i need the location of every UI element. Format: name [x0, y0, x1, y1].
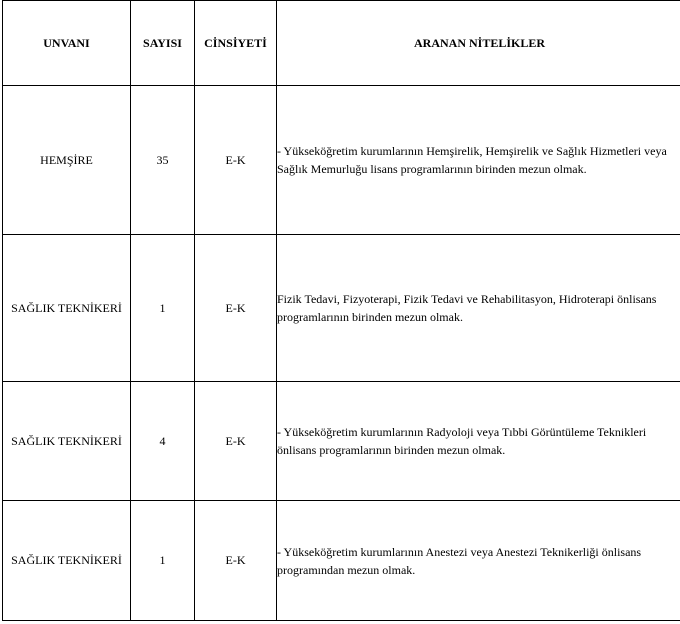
table-row — [3, 86, 680, 235]
row-qualifications: - Yükseköğretim kurumlarının Hemşirelik, Hemşirelik ve Sağlık Hizmetleri veya Sağlık Memurluğu lisans programlarının birinden mezun olmak. — [277, 86, 680, 235]
header-row — [3, 1, 680, 86]
header-gender: CİNSİYETİ — [195, 1, 277, 86]
row-gender: E-K — [195, 382, 277, 501]
table-row — [3, 501, 680, 621]
row-count: 1 — [131, 501, 195, 621]
table-row — [3, 382, 680, 501]
table-row — [3, 235, 680, 382]
row-title: SAĞLIK TEKNİKERİ — [3, 235, 131, 382]
row-gender: E-K — [195, 501, 277, 621]
row-qualifications: - Yükseköğretim kurumlarının Anestezi veya Anestezi Teknikerliği önlisans programından mezun olmak. — [277, 501, 680, 621]
row-title: SAĞLIK TEKNİKERİ — [3, 382, 131, 501]
row-title: SAĞLIK TEKNİKERİ — [3, 501, 131, 621]
header-qualifications: ARANAN NİTELİKLER — [277, 1, 680, 86]
row-count: 1 — [131, 235, 195, 382]
header-title: UNVANI — [3, 1, 131, 86]
row-count: 4 — [131, 382, 195, 501]
positions-table — [2, 0, 680, 621]
row-title: HEMŞİRE — [3, 86, 131, 235]
row-gender: E-K — [195, 86, 277, 235]
row-qualifications: Fizik Tedavi, Fizyoterapi, Fizik Tedavi ve Rehabilitasyon, Hidroterapi önlisans programlarının birinden mezun olmak. — [277, 235, 680, 382]
row-qualifications: - Yükseköğretim kurumlarının Radyoloji veya Tıbbi Görüntüleme Teknikleri önlisans programlarının birinden mezun olmak. — [277, 382, 680, 501]
row-gender: E-K — [195, 235, 277, 382]
header-count: SAYISI — [131, 1, 195, 86]
row-count: 35 — [131, 86, 195, 235]
